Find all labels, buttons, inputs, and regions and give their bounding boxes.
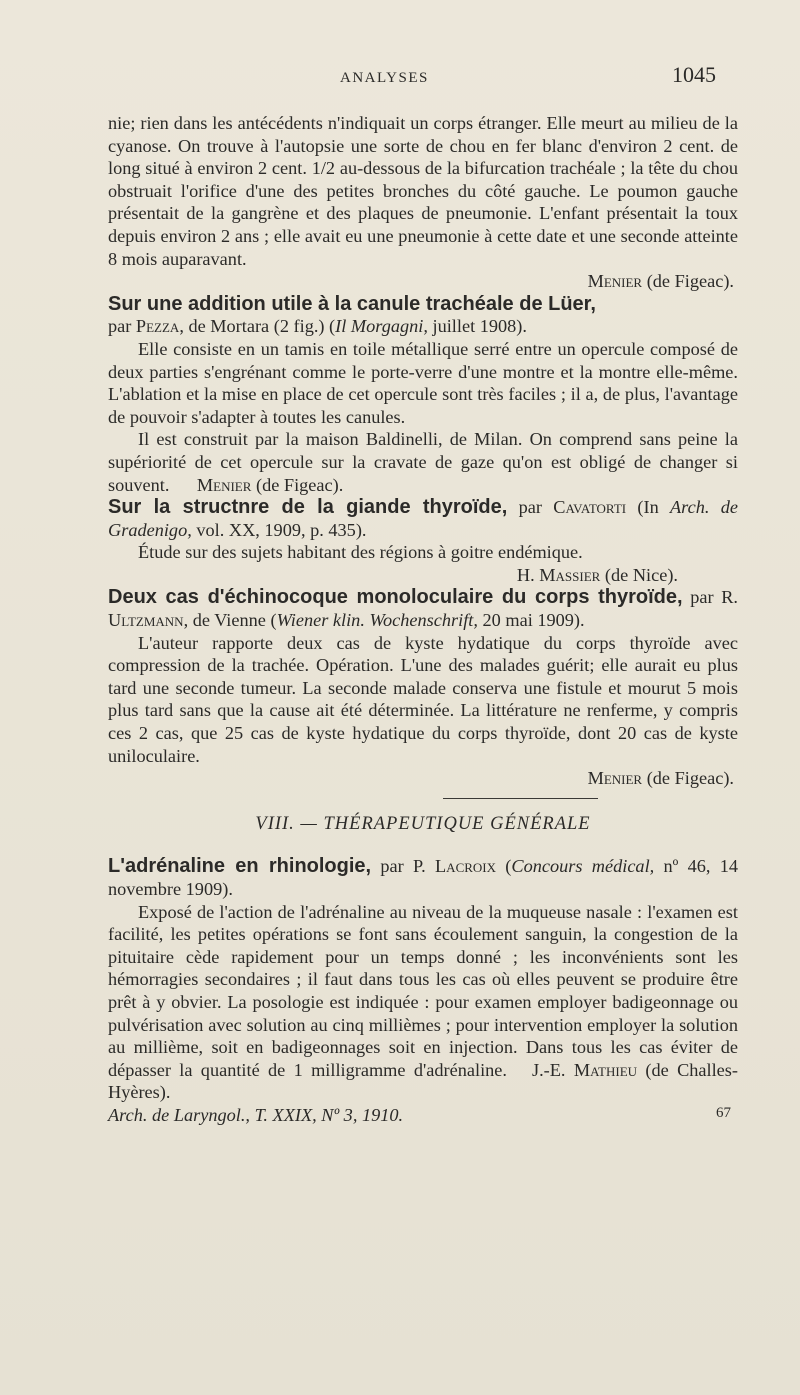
article-journal: Il Morgagni,: [335, 316, 428, 337]
signature-place: (de Figeac).: [646, 271, 734, 292]
article-ref-end: 20 mai 1909).: [477, 610, 585, 631]
signature-name: Massier: [539, 564, 601, 585]
page-header: [0, 62, 800, 92]
article-ref-end: juillet 1908).: [427, 316, 527, 337]
article-paragraph: Étude sur des sujets habitant des régions à goitre endémique.: [138, 542, 583, 563]
article-title: Sur une addition utile à la canule trachéale de Lüer,: [108, 292, 596, 315]
article-author: Pezza: [135, 316, 180, 337]
signature-initial: J.-E.: [531, 1059, 566, 1080]
article-journal: Concours médical,: [511, 856, 655, 877]
article-ref: , de Vienne (: [183, 610, 277, 631]
article-paragraph-text: Il est construit par la maison Baldinelli, de Milan. On comprend sans peine la supériorité de cet opercule sur la cravate de gaze qu'on est obligé de changer si souvent.: [108, 429, 738, 495]
footer-folio: 67: [716, 1104, 731, 1121]
article-heading: [108, 586, 738, 631]
article-ref: (In: [626, 497, 670, 518]
article-by: par P.: [371, 856, 436, 877]
article-paragraph: [108, 901, 738, 1104]
signature-place: (de Figeac).: [646, 768, 734, 789]
article-title: L'adrénaline en rhinologie,: [108, 855, 372, 878]
article-heading: [108, 293, 738, 338]
article-continuation-text: nie; rien dans les antécédents n'indiquait un corps étranger. Elle meurt au milieu de la cyanose. On trouve à l'autopsie une sorte de chou en fer blanc d'environ 2 cent. de long situé à environ 2 cent. 1/2 au-dessous de la bifurcation trachéale ; la tête du chou obstruait l'orifice d'une des petites bronches du côté gauche. Le poumon gauche présentait de la gangrène et des plaques de pneumonie. L'enfant présentait la toux depuis environ 2 ans ; elle avait eu une pneumonie à cette date et une seconde atteinte 8 mois auparavant.: [108, 113, 738, 269]
page-number: 1045: [672, 62, 716, 87]
article-paragraph: L'auteur rapporte deux cas de kyste hydatique du corps thyroïde avec compression de la trachée. Opération. L'une des malades guérit; elle aurait eu plus tard une seconde tumeur. La seconde malade conserva une fistule et mourut 5 mois plus tard sans que la cause ait été déterminée. La littérature ne renferme, y compris ces 2 cas, que 25 cas de kyste hydatique du corps thyroïde, dont 20 cas de kyste uniloculaire.: [108, 632, 738, 766]
article-signature: [108, 564, 738, 587]
signature-place: (de Challes-Hyères).: [108, 1059, 738, 1103]
article-author: Cavatorti: [553, 497, 627, 518]
article-journal: Wiener klin. Wochenschrift,: [276, 610, 478, 631]
footer-journal-ref: Arch. de Laryngol., T. XXIX, Nº 3, 1910.: [108, 1104, 404, 1125]
article-by: par: [108, 316, 132, 337]
article-paragraph: [108, 428, 738, 496]
signature-name: Menier: [587, 271, 643, 292]
article-paragraph: Elle consiste en un tamis en toile métallique serré entre un opercule composé de deux parties s'engrénant comme le porte-verre d'une montre et la montre elle-même. L'ablation et la mise en place de cet opercule sont très faciles ; il a, de plus, l'avantage de pouvoir s'adapter à toutes les canules.: [108, 338, 738, 427]
article-by: par: [507, 497, 554, 518]
signature-initial: H.: [516, 564, 535, 585]
article-heading: [108, 855, 738, 900]
article-journal: Arch. de Gradenigo,: [108, 497, 738, 540]
divider-rule: [443, 798, 598, 799]
section-title: VIII. — THÉRAPEUTIQUE GÉNÉRALE: [255, 813, 591, 834]
article-by: par R.: [682, 587, 739, 608]
article-signature: [108, 767, 738, 790]
signature-place: (de Nice).: [604, 564, 678, 585]
article-ref: (: [496, 856, 512, 877]
article-title: Sur la structnre de la giande thyroïde,: [108, 496, 508, 519]
article-signature: [108, 270, 738, 293]
article-title: Deux cas d'échinocoque monoloculaire du corps thyroïde,: [108, 586, 683, 609]
article-paragraph-text: Exposé de l'action de l'adrénaline au niveau de la muqueuse nasale : l'examen est facilité, les petites opérations se font sans écoulement sanguin, la congestion de la pituitaire cède rapidement pour un temps donné ; les inconvénients sont les hémorragies secondaires ; il faut dans tous les cas où elles peuvent se produire être prêt à y obvier. La posologie est indiquée : pour examen employer badigeonnage ou pulvérisation avec solution au cinq millièmes ; pour intervention employer la solution au millième, soit en badigeonnages soit en injection. Dans tous les cas éviter de dépasser la quantité de 1 milligramme d'adrénaline.: [108, 901, 738, 1080]
article-author: Ultzmann: [108, 610, 184, 631]
article-ref: , de Mortara (2 fig.) (: [179, 316, 336, 337]
signature-place: (de Figeac).: [255, 474, 344, 495]
signature-name: Menier: [196, 474, 252, 495]
signature-name: Mathieu: [573, 1059, 638, 1080]
article-ref-end: nº 46, 14 novembre 1909).: [108, 856, 739, 899]
article-heading: [108, 496, 738, 541]
running-title: ANALYSES: [340, 70, 429, 86]
page-footer: [108, 1104, 738, 1128]
body-text: [108, 112, 738, 1128]
article-author: Lacroix: [435, 856, 497, 877]
signature-name: Menier: [587, 768, 643, 789]
article-ref-end: vol. XX, 1909, p. 435).: [191, 519, 367, 540]
